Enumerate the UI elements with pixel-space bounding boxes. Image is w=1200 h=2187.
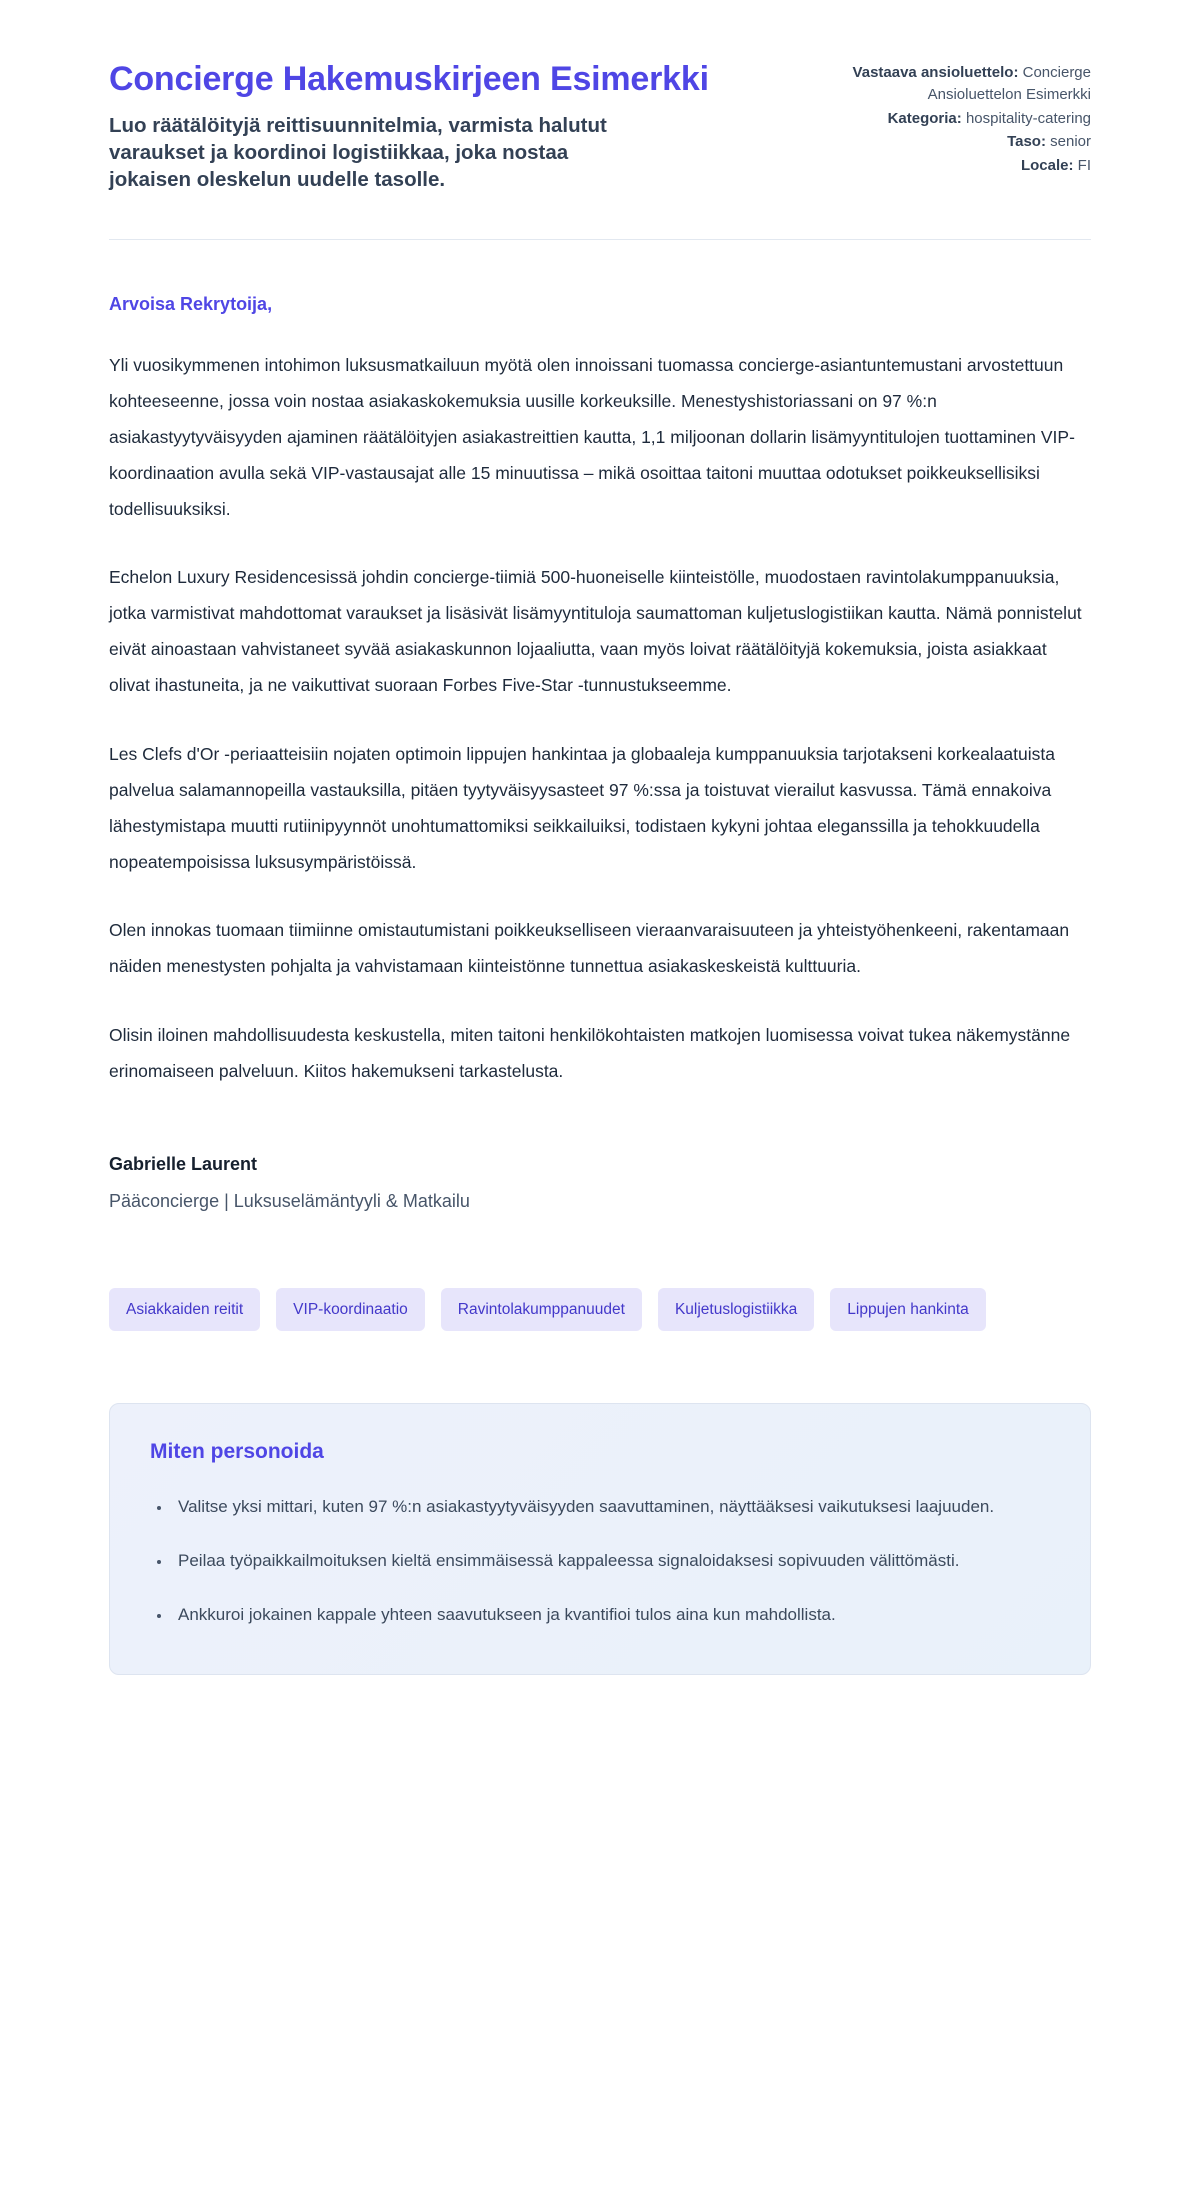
page-header (109, 58, 1091, 193)
tip-box-title: Miten personoida (150, 1440, 324, 1464)
tip-list (150, 1490, 1050, 1632)
header-meta (841, 58, 1091, 193)
page-subtitle: Luo räätälöityjä reittisuunnitelmia, varmista halutut varaukset ja koordinoi logistiikkaa, joka nostaa jokaisen oleskelun uudelle tasolle. (109, 113, 607, 191)
header-divider (109, 239, 1091, 240)
tip-item-1: • Valitse yksi mittari, kuten 97 %:n asiakastyytyväisyyden saavuttaminen, näyttääksesi vaikutuksesi laajuuden. (172, 1490, 1050, 1524)
meta-category-label: Kategoria: (887, 109, 962, 127)
meta-locale-value: FI (1077, 157, 1091, 174)
meta-locale-label: Locale: (1020, 157, 1074, 174)
tag-restaurant-partnerships: Ravintolakumppanuudet (441, 1288, 642, 1332)
meta-matching-resume (841, 62, 1091, 106)
skill-tags (109, 1288, 1091, 1332)
tag-vip-coordination: VIP-koordinaatio (276, 1288, 425, 1332)
tag-transport-logistics: Kuljetuslogistiikka (658, 1288, 814, 1332)
meta-level-label: Taso: (1007, 133, 1046, 151)
signature-role: Pääconcierge | Luksuselämäntyyli & Matkailu (109, 1190, 470, 1211)
tag-guest-itineraries: Asiakkaiden reitit (109, 1288, 260, 1332)
tag-ticket-sourcing: Lippujen hankinta (830, 1288, 986, 1332)
cover-letter-page (109, 0, 1091, 1735)
meta-matching-resume-value: Concierge Ansioluettelon Esimerkki (927, 64, 1091, 103)
meta-level (841, 131, 1091, 153)
cover-letter-body (109, 294, 1091, 1212)
meta-category-value: hospitality-catering (965, 109, 1091, 127)
signature-name: Gabrielle Laurent (109, 1153, 258, 1174)
header-title-block (109, 58, 709, 193)
letter-paragraph-5: Olisin iloinen mahdollisuudesta keskustella, miten taitoni henkilökohtaisten matkojen luomisessa voivat tukea näkemystänne erinomaiseen palveluun. Kiitos hakemukseni tarkastelusta. (109, 1025, 1071, 1081)
letter-paragraph-4: Olen innokas tuomaan tiimiinne omistautumistani poikkeukselliseen vieraanvaraisuuteen ja yhteistyöhenkeeni, rakentamaan näiden menestysten pohjalta ja vahvistamaan kiinteistönne tunnettua asiakaskeskeistä kulttuuria. (109, 920, 1070, 977)
page-title: Concierge Hakemuskirjeen Esimerkki (109, 60, 709, 98)
how-to-personalize-box (109, 1403, 1091, 1675)
meta-category (841, 108, 1091, 130)
meta-level-value: senior (1050, 133, 1091, 151)
tip-item-3: • Ankkuroi jokainen kappale yhteen saavutukseen ja kvantifioi tulos aina kun mahdollista. (172, 1598, 1050, 1632)
letter-paragraph-3: Les Clefs d'Or -periaatteisiin nojaten optimoin lippujen hankintaa ja globaaleja kumppanuuksia tarjotakseni korkealaatuista palvelua salamannopeilla vastauksilla, pitäen tyytyväisyysasteet 97 %:ssa ja toistuvat vierailut kasvussa. Tämä ennakoiva lähestymistapa muutti rutiinipyynnöt unohtumattomiksi seikkailuiksi, todistaen kykyni johtaa eleganssilla ja tehokkuudella nopeatempoisissa luksusympäristöissä. (109, 743, 1055, 872)
letter-salutation: Arvoisa Rekrytoija, (109, 294, 273, 314)
letter-paragraph-1: Yli vuosikymmenen intohimon luksusmatkailuun myötä olen innoissani tuomassa concierge-asiantuntemustani arvostettuun kohteeseenne, jossa voin nostaa asiakaskokemuksia uusille korkeuksille. Menestyshistoriassani on 97 %:n asiakastyytyväisyyden ajaminen räätälöityjen asiakastreittien kautta, 1,1 miljoonan dollarin lisämyyntitulojen tuottaminen VIP-koordinaation avulla sekä VIP-vastausajat alle 15 minuutissa – mikä osoittaa taitoni muuttaa odotukset poikkeuksellisiksi todellisuuksiksi. (109, 355, 1075, 519)
meta-matching-resume-label: Vastaava ansioluettelo: (852, 64, 1019, 81)
letter-paragraph-2: Echelon Luxury Residencesissä johdin concierge-tiimiä 500-huoneiselle kiinteistölle, muodostaen ravintolakumppanuuksia, jotka varmistivat mahdottomat varaukset ja lisäsivät lisämyyntituloja saumattoman kuljetuslogistiikan kautta. Nämä ponnistelut eivät ainoastaan vahvistaneet syvää asiakaskunnon lojaaliutta, vaan myös loivat räätälöityjä kokemuksia, joista asiakkaat olivat ihastuneita, ja ne vaikuttivat suoraan Forbes Five-Star -tunnustukseemme. (109, 567, 1082, 695)
meta-locale (841, 155, 1091, 177)
tip-item-2: • Peilaa työpaikkailmoituksen kieltä ensimmäisessä kappaleessa signaloidaksesi sopivuuden välittömästi. (172, 1544, 1050, 1578)
